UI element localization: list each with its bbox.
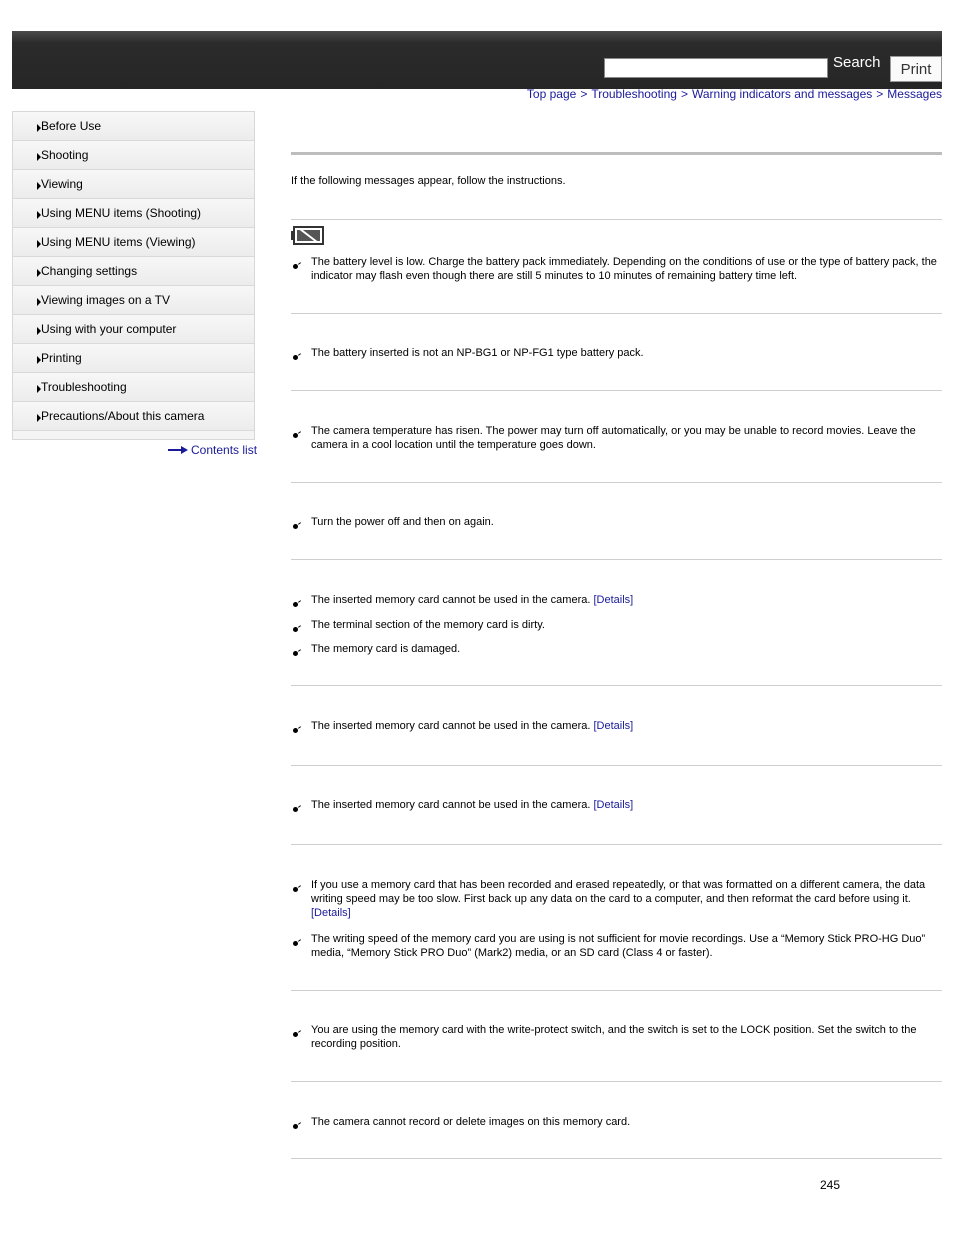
- section-divider: [291, 219, 942, 220]
- sidebar-item-label: Using with your computer: [41, 322, 177, 336]
- title-rule: [291, 152, 942, 155]
- breadcrumb-warning-indicators[interactable]: Warning indicators and messages: [691, 87, 873, 101]
- search-button[interactable]: Search: [833, 54, 881, 71]
- contents-list-link[interactable]: [168, 443, 257, 457]
- triangle-right-icon: [37, 385, 41, 393]
- sidebar-item-label: Viewing images on a TV: [41, 293, 170, 307]
- breadcrumb-messages[interactable]: Messages: [887, 87, 942, 101]
- triangle-right-icon: [37, 269, 41, 277]
- sidebar-item-menu-shooting[interactable]: [13, 199, 254, 228]
- bullet-icon: [293, 939, 300, 946]
- section-divider: [291, 482, 942, 483]
- intro-text: If the following messages appear, follow the instructions.: [291, 175, 566, 187]
- message-item: [311, 593, 941, 607]
- bullet-icon: [293, 805, 300, 812]
- sidebar-item-using-computer[interactable]: [13, 315, 254, 344]
- sidebar-nav: [12, 111, 255, 440]
- sidebar-item-label: Changing settings: [41, 264, 138, 278]
- message-item: The writing speed of the memory card you are using is not sufficient for movie recordings. Use a “Memory Stick PRO-HG Duo” media, “Memory Stick PRO Duo” (Mark2) media, or an SD card (Class 4 or faster).: [311, 933, 926, 959]
- sidebar-item-label: Viewing: [41, 177, 83, 191]
- sidebar-item-label: Using MENU items (Viewing): [41, 235, 196, 249]
- sidebar-footer: [13, 431, 254, 439]
- section-divider: [291, 990, 942, 991]
- sidebar-item-printing[interactable]: [13, 344, 254, 373]
- bullet-icon: [293, 1122, 300, 1129]
- breadcrumb-troubleshooting[interactable]: Troubleshooting: [591, 87, 677, 101]
- page-number: 245: [820, 1178, 841, 1192]
- message-item: The camera temperature has risen. The power may turn off automatically, or you may be unable to record movies. Leave the camera in a cool location until the temperature goes down.: [311, 425, 916, 451]
- breadcrumb-top-page[interactable]: Top page: [526, 87, 577, 101]
- bullet-icon: [293, 726, 300, 733]
- bullet-icon: [293, 353, 300, 360]
- details-link[interactable]: [Details]: [593, 720, 634, 732]
- section-divider: [291, 765, 942, 766]
- sidebar-item-shooting[interactable]: [13, 141, 254, 170]
- message-item: The battery inserted is not an NP-BG1 or NP-FG1 type battery pack.: [311, 347, 644, 359]
- sidebar-item-precautions[interactable]: [13, 402, 254, 431]
- message-item: The memory card is damaged.: [311, 643, 461, 655]
- triangle-right-icon: [37, 327, 41, 335]
- triangle-right-icon: [37, 240, 41, 248]
- triangle-right-icon: [37, 298, 41, 306]
- section-divider: [291, 313, 942, 314]
- details-link[interactable]: [Details]: [593, 799, 634, 811]
- details-link[interactable]: [Details]: [593, 594, 634, 606]
- message-item: [311, 719, 941, 733]
- sidebar-item-before-use[interactable]: [13, 112, 254, 141]
- triangle-right-icon: [37, 182, 41, 190]
- bullet-icon: [293, 600, 300, 607]
- contents-list-label: Contents list: [191, 443, 258, 457]
- breadcrumb: Top page > Troubleshooting > Warning indicators and messages > Messages: [526, 87, 942, 101]
- section-divider: [291, 1158, 942, 1159]
- message-text: The inserted memory card cannot be used in the camera.: [311, 799, 591, 811]
- section-divider: [291, 1081, 942, 1082]
- sidebar-item-menu-viewing[interactable]: [13, 228, 254, 257]
- bullet-icon: [293, 522, 300, 529]
- sidebar-item-viewing-on-tv[interactable]: [13, 286, 254, 315]
- bullet-icon: [293, 431, 300, 438]
- message-text: If you use a memory card that has been recorded and erased repeatedly, or that was formatted on a different camera, the data writing speed may be too slow. First back up any data on the card to a computer, and then reformat the card before using it.: [311, 879, 926, 905]
- section-divider: [291, 390, 942, 391]
- triangle-right-icon: [37, 211, 41, 219]
- sidebar-item-label: Before Use: [41, 119, 102, 133]
- section-divider: [291, 844, 942, 845]
- sidebar-item-label: Troubleshooting: [41, 380, 127, 394]
- section-divider: [291, 559, 942, 560]
- bullet-icon: [293, 262, 300, 269]
- sidebar-item-viewing[interactable]: [13, 170, 254, 199]
- bullet-icon: [293, 625, 300, 632]
- message-item: [311, 878, 941, 920]
- triangle-right-icon: [37, 356, 41, 364]
- battery-empty-icon: [291, 226, 324, 245]
- bullet-icon: [293, 885, 300, 892]
- triangle-right-icon: [37, 414, 41, 422]
- sidebar-item-label: Using MENU items (Shooting): [41, 206, 202, 220]
- message-item: The camera cannot record or delete images on this memory card.: [311, 1116, 631, 1128]
- message-text: The inserted memory card cannot be used in the camera.: [311, 594, 591, 606]
- section-divider: [291, 685, 942, 686]
- message-text: The inserted memory card cannot be used in the camera.: [311, 720, 591, 732]
- message-item: The battery level is low. Charge the battery pack immediately. Depending on the conditions of use or the type of battery pack, the indicator may flash even though there are still 5 minutes to 10 minutes of remaining battery time left.: [311, 256, 937, 282]
- triangle-right-icon: [37, 153, 41, 161]
- sidebar-item-label: Shooting: [41, 148, 89, 162]
- search-input[interactable]: [604, 58, 828, 78]
- message-item: [311, 798, 941, 812]
- sidebar-item-troubleshooting[interactable]: [13, 373, 254, 402]
- bullet-icon: [293, 649, 300, 656]
- print-button[interactable]: Print: [890, 56, 942, 82]
- arrow-right-icon: [168, 445, 188, 455]
- triangle-right-icon: [37, 124, 41, 132]
- message-item: The terminal section of the memory card is dirty.: [311, 619, 545, 631]
- bullet-icon: [293, 1030, 300, 1037]
- message-item: Turn the power off and then on again.: [311, 516, 494, 528]
- sidebar-item-label: Printing: [41, 351, 82, 365]
- message-item: You are using the memory card with the write-protect switch, and the switch is set to the LOCK position. Set the switch to the recording position.: [311, 1024, 917, 1050]
- sidebar-item-label: Precautions/About this camera: [41, 409, 205, 423]
- sidebar-item-changing-settings[interactable]: [13, 257, 254, 286]
- details-link[interactable]: [Details]: [311, 907, 351, 919]
